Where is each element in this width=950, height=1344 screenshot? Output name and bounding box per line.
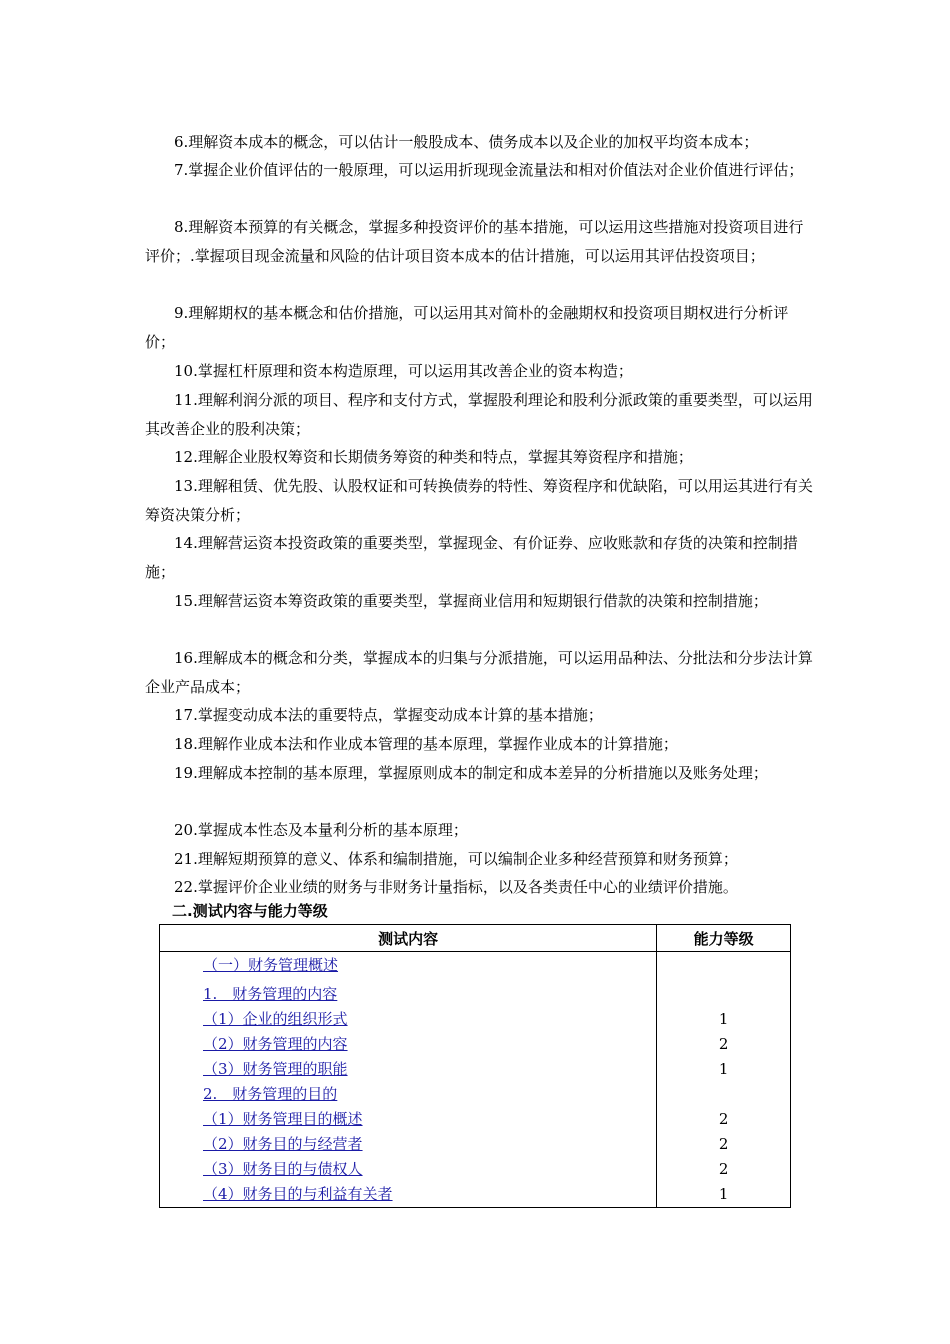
content-item[interactable]: [160, 1032, 656, 1057]
content-link[interactable]: （2）财务管理的内容: [203, 1035, 348, 1053]
content-item[interactable]: [160, 1082, 656, 1107]
header-content: 测试内容: [160, 925, 657, 952]
paragraph-item-12: 12.理解企业股权筹资和长期债务筹资的种类和特点，掌握其筹资程序和措施；: [174, 448, 693, 466]
level-value: 1: [718, 1185, 729, 1203]
content-link[interactable]: 1. 财务管理的内容: [203, 985, 338, 1003]
paragraph-item-14: 14.理解营运资本投资政策的重要类型，掌握现金、有价证券、应收账款和存货的决策和控制措施；: [145, 534, 798, 581]
content-link[interactable]: （一）财务管理概述: [203, 956, 339, 974]
level-value: [657, 953, 790, 978]
paragraph-item-9: 9.理解期权的基本概念和估价措施，可以运用其对简朴的金融期权和投资项目期权进行分析评价；: [145, 304, 789, 351]
level-value: 2: [718, 1110, 729, 1128]
paragraph-item-15: 15.理解营运资本筹资政策的重要类型，掌握商业信用和短期银行借款的决策和控制措施；: [174, 592, 768, 610]
content-link[interactable]: （2）财务目的与经营者: [203, 1135, 363, 1153]
paragraph-item-17: 17.掌握变动成本法的重要特点，掌握变动成本计算的基本措施；: [174, 706, 603, 724]
paragraph-item-6: 6.理解资本成本的概念，可以估计一般股成本、债务成本以及企业的加权平均资本成本；: [174, 133, 759, 151]
paragraph-item-13: 13.理解租赁、优先股、认股权证和可转换债券的特性、筹资程序和优缺陷，可以用运其进行有关筹资决策分析；: [145, 477, 813, 524]
content-item[interactable]: [160, 1182, 656, 1207]
content-link[interactable]: （3）财务管理的职能: [203, 1060, 348, 1078]
paragraph-item-18: 18.理解作业成本法和作业成本管理的基本原理，掌握作业成本的计算措施；: [174, 735, 678, 753]
paragraph-item-20: 20.掌握成本性态及本量利分析的基本原理；: [174, 821, 468, 839]
content-column: [160, 952, 657, 1208]
level-value: 2: [718, 1035, 729, 1053]
level-value: 1: [718, 1060, 729, 1078]
paragraph-item-21: 21.理解短期预算的意义、体系和编制措施，可以编制企业多种经营预算和财务预算；: [174, 850, 738, 868]
header-level: 能力等级: [657, 925, 791, 952]
content-link[interactable]: （1）企业的组织形式: [203, 1010, 348, 1028]
content-item[interactable]: [160, 953, 656, 978]
content-item[interactable]: [160, 1007, 656, 1032]
section-heading: 二.测试内容与能力等级: [172, 902, 328, 920]
level-value: 2: [718, 1135, 729, 1153]
level-value: 2: [718, 1160, 729, 1178]
paragraph-item-19: 19.理解成本控制的基本原理，掌握原则成本的制定和成本差异的分析措施以及账务处理；: [174, 764, 768, 782]
content-link[interactable]: （3）财务目的与债权人: [203, 1160, 363, 1178]
paragraph-item-8: 8.理解资本预算的有关概念，掌握多种投资评价的基本措施，可以运用这些措施对投资项目进行评价；.掌握项目现金流量和风险的估计项目资本成本的估计措施，可以运用其评估投资项目；: [145, 218, 804, 265]
paragraph-item-11: 11.理解利润分派的项目、程序和支付方式，掌握股利理论和股利分派政策的重要类型，可以运用其改善企业的股利决策；: [145, 391, 813, 438]
level-value: 1: [718, 1010, 729, 1028]
paragraph-item-10: 10.掌握杠杆原理和资本构造原理，可以运用其改善企业的资本构造；: [174, 362, 633, 380]
paragraph-item-7: 7.掌握企业价值评估的一般原理，可以运用折现现金流量法和相对价值法对企业价值进行评估；: [174, 161, 804, 179]
content-item[interactable]: [160, 1132, 656, 1157]
content-item[interactable]: [160, 1057, 656, 1082]
table-header-row: [160, 925, 791, 952]
content-item[interactable]: [160, 1157, 656, 1182]
content-link[interactable]: （4）财务目的与利益有关者: [203, 1185, 393, 1203]
paragraph-item-22: 22.掌握评价企业业绩的财务与非财务计量指标，以及各类责任中心的业绩评价措施。: [174, 878, 738, 896]
content-item[interactable]: [160, 1107, 656, 1132]
content-link[interactable]: 2. 财务管理的目的: [203, 1085, 338, 1103]
content-link[interactable]: （1）财务管理目的概述: [203, 1110, 363, 1128]
syllabus-table: [159, 924, 791, 1208]
paragraph-item-16: 16.理解成本的概念和分类，掌握成本的归集与分派措施，可以运用品种法、分批法和分步法计算企业产品成本；: [145, 649, 813, 696]
content-item[interactable]: [160, 982, 656, 1007]
level-column: [657, 952, 791, 1208]
table-body-row: [160, 952, 791, 1208]
level-value: [657, 982, 790, 1007]
level-value: [657, 1082, 790, 1107]
